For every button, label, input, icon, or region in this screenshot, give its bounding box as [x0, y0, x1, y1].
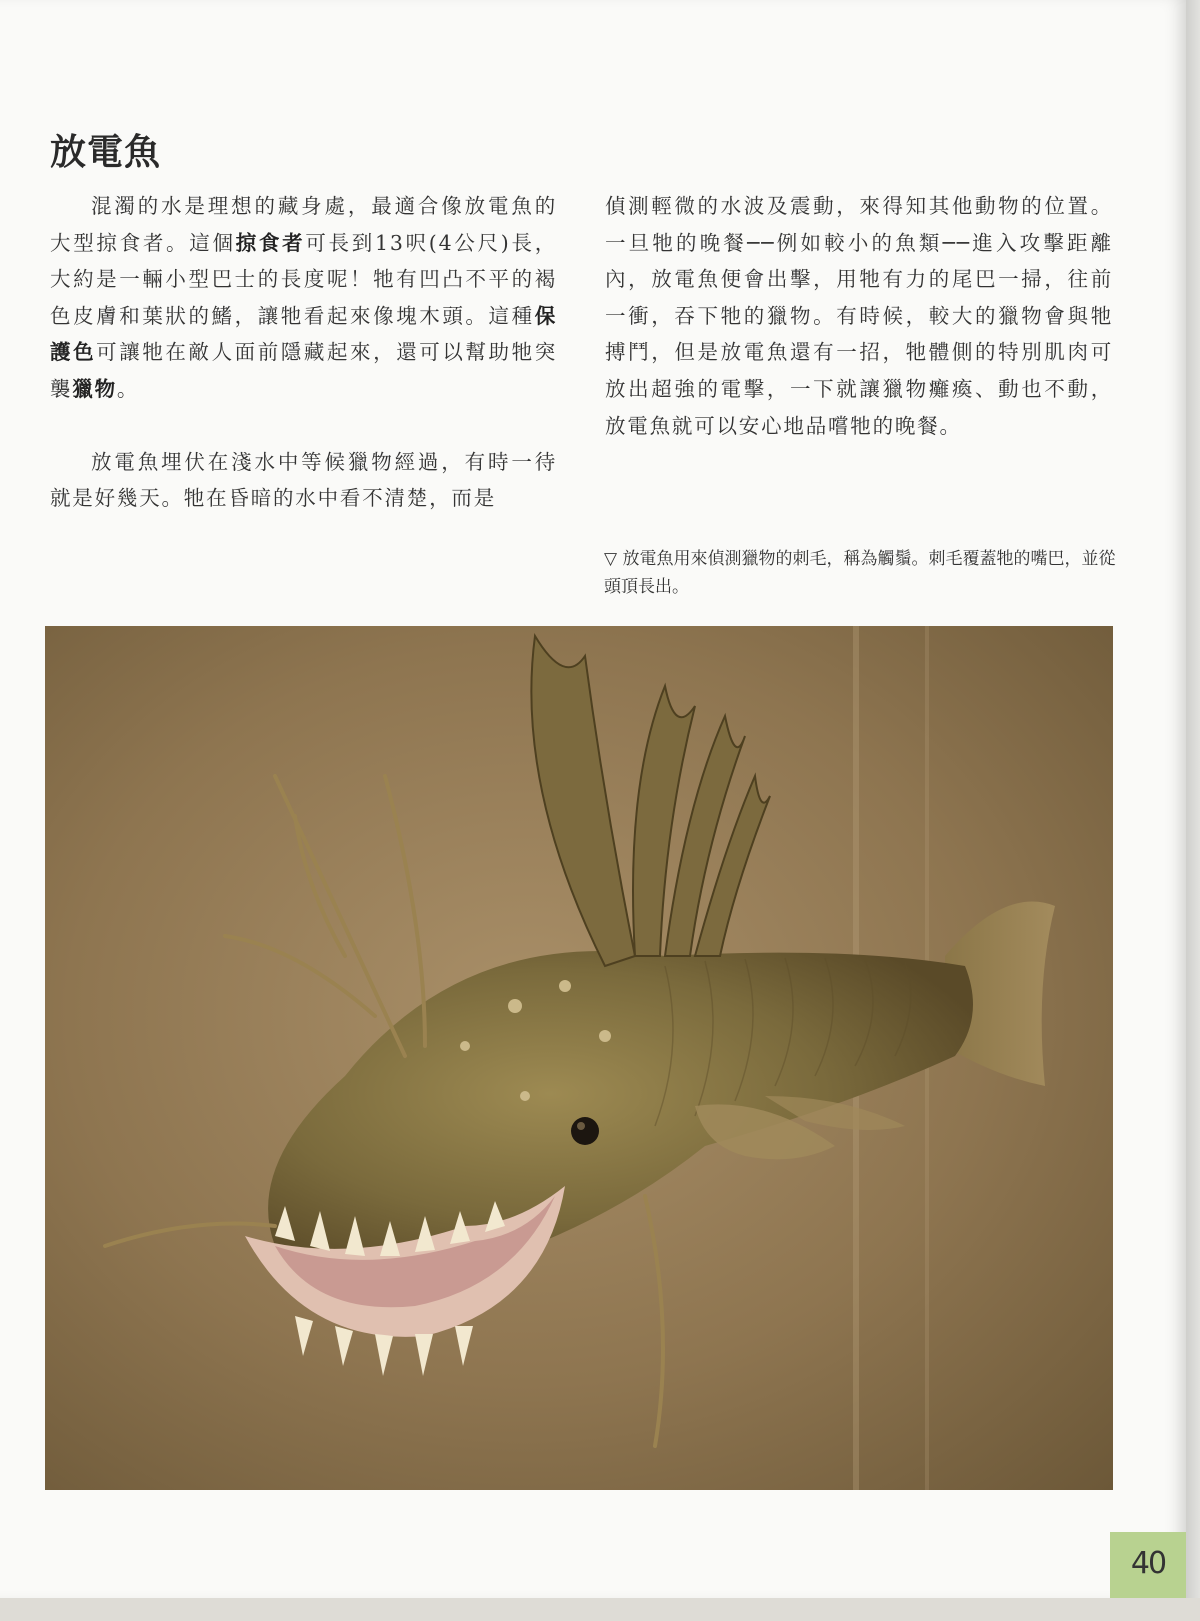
bold-term-predator: 掠食者	[235, 230, 306, 255]
right-text-column	[605, 188, 1113, 444]
paragraph-2: 放電魚埋伏在淺水中等候獵物經過，有時一待就是好幾天。牠在昏暗的水中看不清楚，而是	[50, 449, 557, 511]
paragraph-3: 偵測輕微的水波及震動，來得知其他動物的位置。一旦牠的晚餐──例如較小的魚類──進入攻擊距離內，放電魚便會出擊，用牠有力的尾巴一掃，往前一衝，吞下牠的獵物。有時候，較大的獵物會與牠搏鬥，但是放電魚還有一招，牠體側的特別肌肉可放出超強的電擊，一下就讓獵物癱瘓、動也不動，放電魚就可以安心地品嚐牠的晚餐。	[605, 194, 1113, 438]
bold-term-camouflage: 保護色	[50, 303, 557, 365]
figure-caption: ▽ 放電魚用來偵測獵物的刺毛，稱為觸鬚。刺毛覆蓋牠的嘴巴，並從頭頂長出。	[604, 549, 1116, 597]
page-number: 40	[1130, 1546, 1166, 1581]
electric-fish-illustration	[45, 626, 1113, 1490]
bold-term-prey: 獵物	[72, 376, 117, 401]
page-edge	[1186, 0, 1200, 1621]
paragraph-1: 混濁的水是理想的藏身處，最適合像放電魚的大型掠食者。這個掠食者可長到13呎(4公尺)長，大約是一輛小型巴士的長度呢！牠有凹凸不平的褐色皮膚和葉狀的鰭，讓牠看起來像塊木頭。這種保護色可讓牠在敵人面前隱藏起來，還可以幫助牠突襲獵物。	[50, 194, 558, 401]
page-title: 放電魚	[50, 132, 162, 173]
left-text-column	[50, 188, 557, 517]
page-number-tab	[1110, 1532, 1186, 1598]
page-bottom-edge	[0, 1598, 1200, 1621]
